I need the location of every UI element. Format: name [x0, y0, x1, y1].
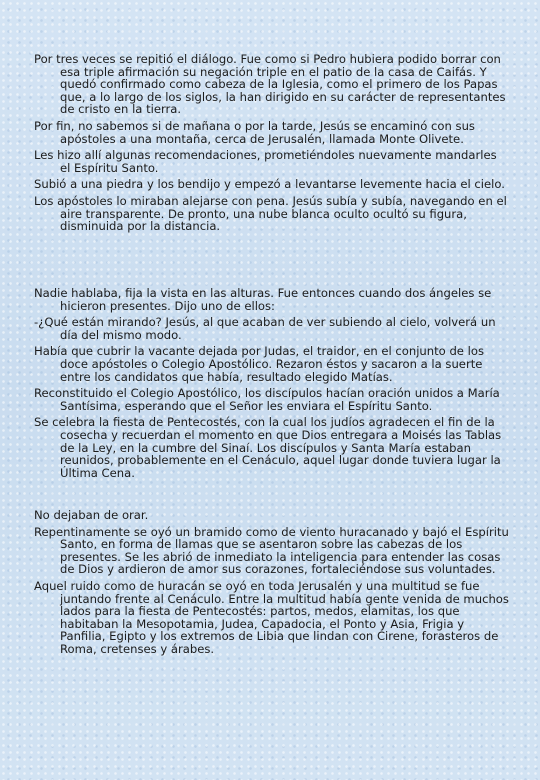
paragraph: Por fin, no sabemos si de mañana o por la tarde, Jesús se encaminó con sus apóstoles a una montaña, cerca de Jerusalén, llamada Monte Olivete.	[34, 118, 475, 146]
paragraph: -¿Qué están mirando? Jesús, al que acaban de ver subiendo al cielo, volverá un día del mismo modo.	[34, 315, 496, 342]
paragraph: Repentinamente se oyó un bramido como de viento huracanado y bajó el Espíritu Santo, en forma de llamas que se asentaron sobre las cabezas de los presentes. Se les abrió de inmediato la inteligencia para entender las cosas de Dios y ardieron de amor sus corazones, fortaleciéndose sus voluntades.	[34, 524, 509, 577]
text-section-2	[34, 287, 510, 483]
paragraph: Por tres veces se repitió el diálogo. Fue como si Pedro hubiera podido borrar con esa triple afirmación su negación triple en el patio de la casa de Caifás. Y quedó confirmado como cabeza de la Iglesia, como el primero de los Papas que, a lo largo de los siglos, la han dirigido en su carácter de representantes de cristo en la tierra.	[34, 52, 506, 117]
paragraph: Nadie hablaba, fija la vista en las alturas. Fue entonces cuando dos ángeles se hicieron presentes. Dijo uno de ellos:	[34, 286, 492, 313]
text-section-1	[34, 53, 510, 237]
paragraph: Les hizo allí algunas recomendaciones, prometiéndoles nuevamente mandarles el Espíritu Santo.	[34, 148, 497, 175]
paragraph: Subió a una piedra y los bendijo y empezó a levantarse levemente hacia el cielo.	[34, 177, 505, 192]
paragraph: Los apóstoles lo miraban alejarse con pena. Jesús subía y subía, navegando en el aire transparente. De pronto, una nube blanca oculto ocultó su figura, disminuida por la distancia.	[34, 193, 507, 234]
text-section-3	[34, 509, 510, 660]
paragraph: Se celebra la fiesta de Pentecostés, con la cual los judíos agradecen el fin de la cosecha y recuerdan el momento en que Dios entregara a Moisés las Tablas de la Ley, en la cumbre del Sinaí. Los discípulos y Santa María estaban reunidos, probablemente en el Cenáculo, aquel lugar donde tuviera lugar la Última Cena.	[34, 415, 502, 480]
paragraph: Había que cubrir la vacante dejada por Judas, el traidor, en el conjunto de los doce apóstoles o Colegio Apostólico. Rezaron éstos y sacaron a la suerte entre los candidatos que había, resultado elegido Matías.	[34, 344, 484, 384]
paragraph: Aquel ruido como de huracán se oyó en toda Jerusalén y una multitud se fue juntando frente al Cenáculo. Entre la multitud había gente venida de muchos lados para la fiesta de Pentecostés: partos, medos, elamitas, los que habitaban la Mesopotamia, Judea, Capadocia, el Ponto y Asia, Frigia y Panfilia, Egipto y los extremos de Libia que lindan con Cirene, forasteros de Roma, cretenses y árabes.	[34, 578, 509, 656]
paragraph: No dejaban de orar.	[34, 508, 149, 522]
paragraph: Reconstituido el Colegio Apostólico, los discípulos hacían oración unidos a María Santísima, esperando que el Señor les enviara el Espíritu Santo.	[34, 386, 500, 413]
